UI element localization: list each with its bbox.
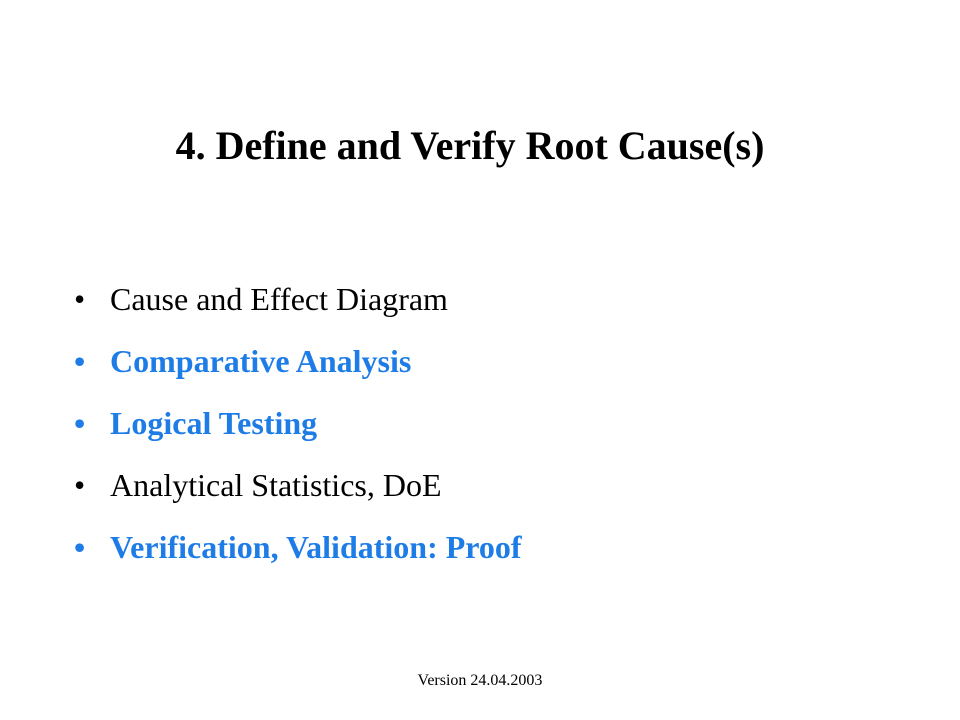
- bullet-text: Cause and Effect Diagram: [110, 281, 448, 317]
- bullet-list: [74, 268, 522, 578]
- bullet-text: Comparative Analysis: [110, 343, 412, 379]
- bullet-icon: •: [74, 529, 86, 565]
- bullet-item: [74, 330, 522, 392]
- bullet-item: [74, 454, 522, 516]
- bullet-item: [74, 516, 522, 578]
- bullet-text: Logical Testing: [110, 405, 318, 441]
- bullet-text: Analytical Statistics, DoE: [110, 467, 442, 503]
- bullet-icon: •: [74, 343, 86, 379]
- bullet-item: [74, 268, 522, 330]
- bullet-text: Verification, Validation: Proof: [110, 529, 522, 565]
- bullet-item: [74, 392, 522, 454]
- bullet-icon: •: [74, 281, 86, 317]
- version-footer: Version 24.04.2003: [417, 672, 543, 689]
- slide-title: 4. Define and Verify Root Cause(s): [175, 123, 765, 168]
- bullet-icon: •: [74, 405, 86, 441]
- bullet-icon: •: [74, 467, 86, 503]
